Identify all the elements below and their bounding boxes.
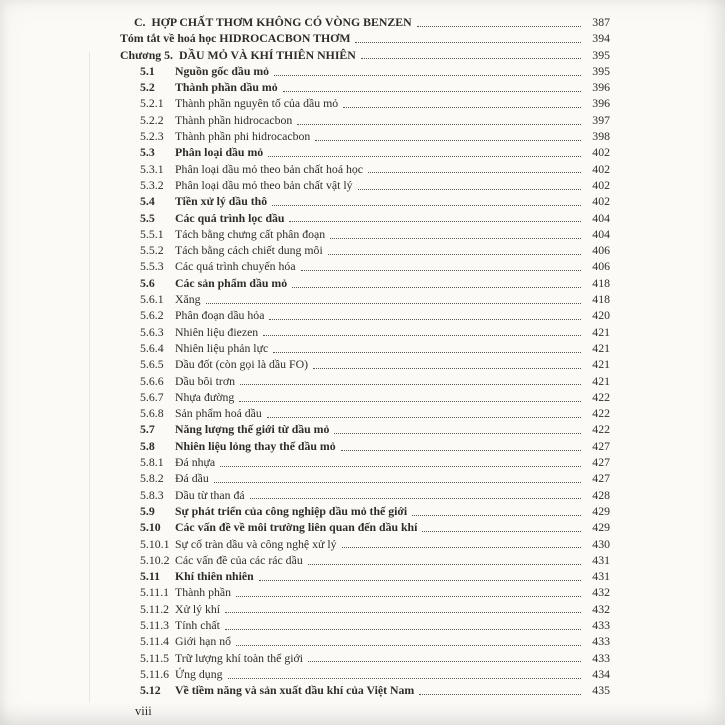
toc-entry-page: 398 [592,129,610,144]
toc-entry-page: 421 [592,324,610,339]
toc-entry-number: 5.6.3 [140,324,164,339]
toc-entry-title: Nguồn gốc dầu mỏ [175,63,270,78]
toc-entry-page: 432 [592,601,610,616]
toc-entry [120,226,610,242]
toc-entry-title: Nhiên liệu lỏng thay thế dầu mỏ [175,438,336,453]
page-number-footer: viii [135,704,152,719]
toc-entry [120,112,610,128]
toc-entry [120,438,610,454]
toc-list [120,14,610,698]
toc-entry [120,405,610,421]
toc-entry-title: Thành phần [175,585,232,600]
toc-entry-dot-leader [250,498,581,499]
toc-entry-dot-leader [301,270,581,271]
toc-entry-dot-leader [236,645,581,646]
toc-entry-number: 5.11.1 [140,585,170,600]
toc-entry-page: 402 [592,194,610,209]
toc-entry-number: 5.11.2 [140,601,170,616]
toc-entry-number: 5.6.5 [140,357,164,372]
toc-entry-dot-leader [355,42,581,43]
toc-entry-dot-leader [239,401,581,402]
toc-entry-page: 387 [592,15,610,29]
toc-entry [120,650,610,666]
toc-entry-title: Sự phát triển của công nghiệp dầu mỏ thế giới [175,503,408,518]
toc-entry-dot-leader [225,612,581,613]
toc-entry-title: Các vấn đề của các rác dầu [175,552,303,567]
toc-entry-page: 394 [592,31,610,46]
toc-entry-dot-leader [308,661,581,662]
toc-entry-number: 5.9 [140,503,155,518]
toc-entry-page: 427 [592,471,610,486]
toc-entry-number: 5.1 [140,63,155,78]
toc-entry [120,210,610,226]
toc-entry-dot-leader [361,58,581,59]
toc-entry [120,340,610,356]
toc-entry-page: 435 [592,683,610,698]
toc-entry-number: 5.8.3 [140,487,164,502]
toc-entry-number: Chương 5. [120,47,173,62]
toc-entry-number: 5.6.7 [140,389,164,404]
toc-entry-number: 5.11.6 [140,666,170,681]
toc-entry-page: 429 [592,520,610,535]
toc-entry-page: 427 [592,455,610,470]
toc-entry-title: Dầu đốt (còn gọi là dầu FO) [175,357,309,372]
toc-entry-title: Đá dầu [175,471,209,486]
toc-entry-title: Xử lý khí [175,601,221,616]
toc-entry-number: 5.3 [140,145,155,160]
toc-entry-dot-leader [341,450,581,451]
toc-entry-dot-leader [240,384,581,385]
toc-entry-number: 5.8.1 [140,455,164,470]
toc-entry-page: 396 [592,80,610,95]
toc-entry-title: Sản phẩm hoá dầu [175,406,262,421]
toc-entry [120,161,610,177]
toc-entry-title: Các sản phẩm dầu mỏ [175,275,288,290]
toc-entry-title: Về tiềm năng và sản xuất dầu khí của Việt Nam [175,683,415,698]
toc-entry [120,552,610,568]
toc-entry-title: Thành phần hidrocacbon [175,112,293,127]
toc-entry-title: Tính chất [175,617,220,632]
toc-entry-number: 5.11.3 [140,617,170,632]
toc-entry-number: 5.6.1 [140,292,164,307]
toc-entry-dot-leader [313,368,581,369]
toc-entry-page: 402 [592,145,610,160]
toc-entry [120,470,610,486]
toc-entry-dot-leader [297,124,581,125]
toc-entry-title: Phân loại dầu mỏ theo bản chất vật lý [175,177,353,192]
toc-entry-dot-leader [292,287,581,288]
toc-entry-title: Dầu từ than đá [175,487,245,502]
toc-entry-number: 5.8.2 [140,471,164,486]
toc-entry-number: 5.5.1 [140,226,164,241]
toc-entry [120,291,610,307]
toc-entry [120,30,610,46]
toc-entry-title: Dầu bôi trơn [175,373,235,388]
toc-entry-number: 5.3.1 [140,161,164,176]
toc-entry-title: DẦU MỎ VÀ KHÍ THIÊN NHIÊN [178,47,356,62]
toc-entry-dot-leader [368,172,581,173]
toc-entry-dot-leader [236,596,581,597]
toc-entry-page: 433 [592,617,610,632]
toc-entry-number: 5.10.2 [140,552,170,567]
toc-entry [120,633,610,649]
toc-entry [120,536,610,552]
toc-entry-dot-leader [274,75,581,76]
toc-entry [120,503,610,519]
toc-entry-dot-leader [269,319,581,320]
toc-entry-number: 5.3.2 [140,177,164,192]
toc-entry-title: HỢP CHẤT THƠM KHÔNG CÓ VÒNG BENZEN [151,15,412,29]
toc-entry-page: 431 [592,552,610,567]
toc-entry-number: 5.2.3 [140,129,164,144]
toc-entry-number: 5.6.6 [140,373,164,388]
toc-entry [120,242,610,258]
toc-entry-number: 5.5 [140,210,155,225]
toc-entry-dot-leader [422,531,581,532]
toc-entry-number: 5.7 [140,422,155,437]
toc-entry-dot-leader [225,629,581,630]
toc-entry-title: Tóm tắt về hoá học HIDROCACBON THƠM [120,31,351,46]
toc-entry-number: 5.10 [140,520,161,535]
toc-entry-page: 402 [592,161,610,176]
toc-entry-dot-leader [267,417,581,418]
toc-entry-page: 427 [592,438,610,453]
toc-entry-title: Các vấn đề về môi trường liên quan đến dầu khí [175,520,418,535]
toc-entry-dot-leader [228,678,582,679]
toc-entry [120,373,610,389]
toc-entry-page: 429 [592,503,610,518]
toc-entry [120,193,610,209]
toc-entry [120,95,610,111]
toc-entry-title: Ứng dụng [175,666,223,681]
toc-entry [120,454,610,470]
toc-entry-page: 420 [592,308,610,323]
toc-entry-page: 397 [592,112,610,127]
toc-entry-title: Các quá trình lọc dầu [175,210,285,225]
page-crease-line [89,52,90,703]
toc-entry-dot-leader [214,482,581,483]
toc-entry-title: Khí thiên nhiên [175,569,254,584]
toc-entry-number: 5.10.1 [140,536,170,551]
toc-entry-dot-leader [259,580,581,581]
toc-entry [120,14,610,30]
toc-entry-dot-leader [343,107,581,108]
toc-entry-title: Nhiên liệu điezen [175,324,259,339]
toc-entry-number: 5.6.2 [140,308,164,323]
toc-entry-dot-leader [263,335,581,336]
toc-entry-page: 404 [592,226,610,241]
toc-entry-dot-leader [272,205,581,206]
toc-entry-page: 428 [592,487,610,502]
toc-entry [120,666,610,682]
toc-entry-dot-leader [289,221,581,222]
toc-entry-number: 5.2.1 [140,96,164,111]
toc-entry-dot-leader [419,694,581,695]
toc-entry-dot-leader [206,303,581,304]
toc-entry [120,682,610,698]
toc-entry-dot-leader [315,140,581,141]
toc-entry [120,47,610,63]
toc-entry-page: 396 [592,96,610,111]
toc-entry-title: Năng lượng thế giới từ dầu mỏ [175,422,330,437]
toc-entry-page: 431 [592,569,610,584]
toc-entry-page: 433 [592,634,610,649]
toc-entry-number: C. [134,15,146,29]
toc-entry [120,128,610,144]
toc-entry-title: Các quá trình chuyển hóa [175,259,296,274]
toc-entry-dot-leader [283,91,581,92]
toc-entry [120,63,610,79]
toc-entry-title: Nhiên liệu phản lực [175,340,269,355]
toc-entry-number: 5.2 [140,80,155,95]
toc-entry-dot-leader [328,254,581,255]
toc-entry-page: 421 [592,373,610,388]
toc-entry-dot-leader [268,156,581,157]
toc-entry [120,519,610,535]
toc-entry [120,275,610,291]
toc-entry-title: Phân loại dầu mỏ theo bản chất hoá học [175,161,364,176]
toc-entry-number: 5.5.2 [140,243,164,258]
toc-entry-number: 5.11.5 [140,650,170,665]
toc-entry-page: 406 [592,259,610,274]
toc-entry-page: 421 [592,340,610,355]
toc-entry-page: 406 [592,243,610,258]
toc-entry-dot-leader [417,26,581,27]
toc-entry [120,584,610,600]
toc-entry-number: 5.6.8 [140,406,164,421]
toc-entry [120,617,610,633]
toc-entry-page: 433 [592,650,610,665]
toc-entry-page: 430 [592,536,610,551]
toc-entry-title: Tiền xử lý dầu thô [175,194,268,209]
toc-entry-dot-leader [342,547,581,548]
toc-entry-page: 422 [592,422,610,437]
toc-entry-page: 404 [592,210,610,225]
toc-entry-title: Đá nhựa [175,455,216,470]
toc-entry-title: Nhựa đường [175,389,235,404]
toc-entry [120,389,610,405]
toc-entry-title: Tách bằng cách chiết dung môi [175,243,323,258]
toc-entry-title: Trữ lượng khí toàn thế giới [175,650,304,665]
toc-entry [120,177,610,193]
toc-entry-dot-leader [334,433,581,434]
toc-entry-page: 395 [592,47,610,62]
toc-entry-number: 5.6.4 [140,340,164,355]
toc-entry [120,258,610,274]
toc-entry-number: 5.6 [140,275,155,290]
toc-entry [120,487,610,503]
toc-entry [120,356,610,372]
toc-entry-dot-leader [220,466,581,467]
toc-entry-title: Thành phần dầu mỏ [175,80,278,95]
toc-entry-title: Thành phần nguyên tố của dầu mỏ [175,96,339,111]
toc-entry-title: Xăng [175,292,201,307]
toc-entry-dot-leader [273,352,581,353]
toc-entry-title: Phân loại dầu mỏ [175,145,264,160]
toc-entry-page: 395 [592,63,610,78]
toc-entry [120,421,610,437]
toc-entry-page: 418 [592,292,610,307]
toc-entry-page: 422 [592,389,610,404]
toc-entry-dot-leader [412,515,581,516]
toc-content [120,14,610,720]
toc-entry-title: Tách bằng chưng cất phân đoạn [175,226,326,241]
toc-entry-number: 5.11.4 [140,634,170,649]
toc-entry-title: Sự cố tràn dầu và công nghệ xử lý [175,536,337,551]
toc-entry-page: 421 [592,357,610,372]
toc-entry-dot-leader [358,189,581,190]
toc-entry [120,79,610,95]
toc-entry [120,307,610,323]
toc-entry [120,324,610,340]
toc-entry-title: Thành phần phi hidrocacbon [175,129,311,144]
toc-entry-page: 402 [592,177,610,192]
toc-entry-number: 5.5.3 [140,259,164,274]
toc-entry-number: 5.4 [140,194,155,209]
toc-entry-title: Giới hạn nổ [175,634,232,649]
toc-entry-number: 5.2.2 [140,112,164,127]
toc-entry-page: 418 [592,275,610,290]
toc-entry [120,601,610,617]
toc-entry-number: 5.11 [140,569,160,584]
toc-entry-dot-leader [330,238,581,239]
toc-entry-dot-leader [308,564,581,565]
toc-entry-number: 5.8 [140,438,155,453]
toc-entry-page: 422 [592,406,610,421]
toc-entry-page: 432 [592,585,610,600]
toc-entry-page: 434 [592,666,610,681]
toc-entry [120,568,610,584]
toc-entry-title: Phân đoạn dầu hỏa [175,308,265,323]
toc-entry-number: 5.12 [140,683,161,698]
toc-entry [120,144,610,160]
